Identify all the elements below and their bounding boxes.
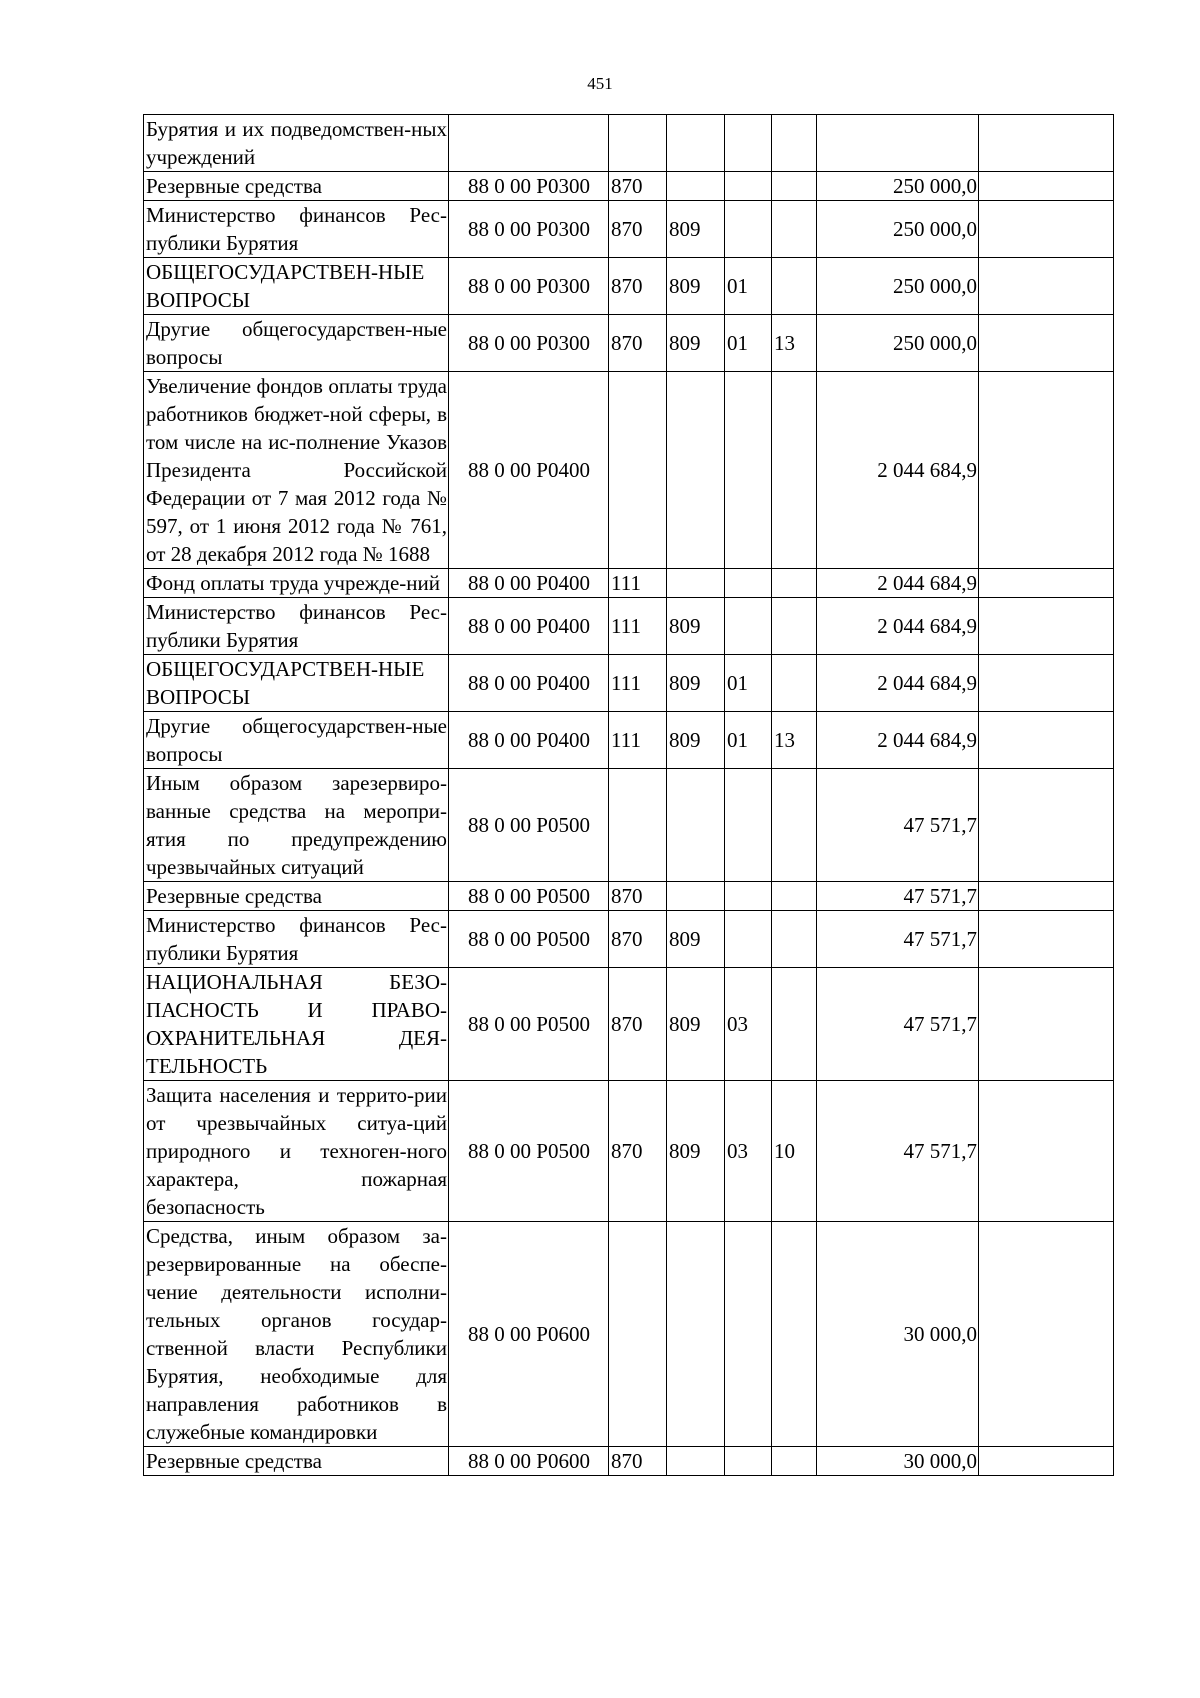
target-article-cell: 88 0 00 Р0300 <box>449 172 609 201</box>
subsection-cell <box>772 769 817 882</box>
section-cell <box>725 1447 772 1476</box>
empty-cell <box>979 655 1114 712</box>
administrator-cell <box>667 882 725 911</box>
target-article-cell: 88 0 00 Р0600 <box>449 1222 609 1447</box>
table-row <box>144 1447 1114 1476</box>
empty-cell <box>979 769 1114 882</box>
empty-cell <box>979 115 1114 172</box>
subsection-cell <box>772 598 817 655</box>
expense-type-cell: 870 <box>609 172 667 201</box>
amount-cell: 2 044 684,9 <box>817 655 979 712</box>
administrator-cell <box>667 172 725 201</box>
table-row <box>144 968 1114 1081</box>
section-cell: 01 <box>725 258 772 315</box>
section-cell <box>725 372 772 569</box>
expense-type-cell: 870 <box>609 201 667 258</box>
target-article-cell: 88 0 00 Р0500 <box>449 911 609 968</box>
section-cell <box>725 115 772 172</box>
subsection-cell <box>772 115 817 172</box>
amount-cell: 2 044 684,9 <box>817 598 979 655</box>
table-row <box>144 598 1114 655</box>
subsection-cell <box>772 1447 817 1476</box>
budget-table <box>143 114 1114 1476</box>
table-row <box>144 1081 1114 1222</box>
subsection-cell <box>772 911 817 968</box>
administrator-cell: 809 <box>667 712 725 769</box>
expense-type-cell: 870 <box>609 968 667 1081</box>
expense-type-cell <box>609 372 667 569</box>
target-article-cell: 88 0 00 Р0400 <box>449 712 609 769</box>
amount-cell: 47 571,7 <box>817 882 979 911</box>
amount-cell: 47 571,7 <box>817 968 979 1081</box>
expense-type-cell: 870 <box>609 911 667 968</box>
administrator-cell <box>667 1447 725 1476</box>
target-article-cell: 88 0 00 Р0500 <box>449 769 609 882</box>
section-cell: 03 <box>725 1081 772 1222</box>
row-name-cell: Министерство финансов Рес-публики Бурятия <box>144 911 449 968</box>
expense-type-cell: 870 <box>609 1081 667 1222</box>
row-name-cell: Резервные средства <box>144 172 449 201</box>
section-cell: 01 <box>725 712 772 769</box>
amount-cell: 47 571,7 <box>817 1081 979 1222</box>
administrator-cell: 809 <box>667 258 725 315</box>
row-name-cell: Резервные средства <box>144 1447 449 1476</box>
expense-type-cell: 111 <box>609 569 667 598</box>
target-article-cell: 88 0 00 Р0400 <box>449 655 609 712</box>
subsection-cell: 13 <box>772 315 817 372</box>
row-name-cell: Защита населения и террито-рии от чрезвычайных ситуа-ций природного и техноген-ного характера, пожарная безопасность <box>144 1081 449 1222</box>
amount-cell: 250 000,0 <box>817 172 979 201</box>
empty-cell <box>979 201 1114 258</box>
table-row <box>144 258 1114 315</box>
subsection-cell <box>772 258 817 315</box>
administrator-cell: 809 <box>667 968 725 1081</box>
row-name-cell: НАЦИОНАЛЬНАЯ БЕЗО-ПАСНОСТЬ И ПРАВО-ОХРАНИТЕЛЬНАЯ ДЕЯ-ТЕЛЬНОСТЬ <box>144 968 449 1081</box>
target-article-cell <box>449 115 609 172</box>
expense-type-cell: 111 <box>609 598 667 655</box>
row-name-cell: Фонд оплаты труда учрежде-ний <box>144 569 449 598</box>
section-cell <box>725 769 772 882</box>
subsection-cell: 13 <box>772 712 817 769</box>
section-cell <box>725 598 772 655</box>
table-row <box>144 712 1114 769</box>
expense-type-cell: 870 <box>609 882 667 911</box>
table-row <box>144 655 1114 712</box>
row-name-cell: Бурятия и их подведомствен-ных учреждений <box>144 115 449 172</box>
section-cell <box>725 201 772 258</box>
table-row <box>144 315 1114 372</box>
empty-cell <box>979 911 1114 968</box>
empty-cell <box>979 315 1114 372</box>
empty-cell <box>979 968 1114 1081</box>
row-name-cell: ОБЩЕГОСУДАРСТВЕН-НЫЕ ВОПРОСЫ <box>144 655 449 712</box>
administrator-cell: 809 <box>667 598 725 655</box>
page-number: 451 <box>587 74 613 93</box>
empty-cell <box>979 712 1114 769</box>
administrator-cell: 809 <box>667 655 725 712</box>
target-article-cell: 88 0 00 Р0300 <box>449 258 609 315</box>
section-cell <box>725 911 772 968</box>
empty-cell <box>979 598 1114 655</box>
row-name-cell: Другие общегосударствен-ные вопросы <box>144 712 449 769</box>
empty-cell <box>979 258 1114 315</box>
target-article-cell: 88 0 00 Р0300 <box>449 201 609 258</box>
amount-cell: 2 044 684,9 <box>817 569 979 598</box>
row-name-cell: Министерство финансов Рес-публики Бурятия <box>144 598 449 655</box>
table-row <box>144 911 1114 968</box>
subsection-cell <box>772 201 817 258</box>
row-name-cell: Другие общегосударствен-ные вопросы <box>144 315 449 372</box>
amount-cell: 2 044 684,9 <box>817 712 979 769</box>
amount-cell: 250 000,0 <box>817 258 979 315</box>
amount-cell: 30 000,0 <box>817 1447 979 1476</box>
expense-type-cell: 111 <box>609 712 667 769</box>
expense-type-cell <box>609 1222 667 1447</box>
target-article-cell: 88 0 00 Р0500 <box>449 1081 609 1222</box>
empty-cell <box>979 882 1114 911</box>
section-cell: 01 <box>725 315 772 372</box>
section-cell: 01 <box>725 655 772 712</box>
table-row <box>144 769 1114 882</box>
target-article-cell: 88 0 00 Р0300 <box>449 315 609 372</box>
row-name-cell: Средства, иным образом за-резервированные на обеспе-чение деятельности исполни-тельных органов государ-ственной власти Республики Бурятия, необходимые для направления работников в служебные командировки <box>144 1222 449 1447</box>
subsection-cell <box>772 655 817 712</box>
administrator-cell <box>667 569 725 598</box>
administrator-cell <box>667 769 725 882</box>
expense-type-cell: 111 <box>609 655 667 712</box>
amount-cell: 2 044 684,9 <box>817 372 979 569</box>
subsection-cell <box>772 172 817 201</box>
subsection-cell: 10 <box>772 1081 817 1222</box>
target-article-cell: 88 0 00 Р0500 <box>449 968 609 1081</box>
target-article-cell: 88 0 00 Р0600 <box>449 1447 609 1476</box>
empty-cell <box>979 172 1114 201</box>
expense-type-cell <box>609 769 667 882</box>
subsection-cell <box>772 372 817 569</box>
section-cell <box>725 1222 772 1447</box>
row-name-cell: Иным образом зарезервиро-ванные средства на меропри-ятия по предупреждению чрезвычайных ситуаций <box>144 769 449 882</box>
amount-cell: 250 000,0 <box>817 315 979 372</box>
amount-cell: 47 571,7 <box>817 769 979 882</box>
administrator-cell: 809 <box>667 315 725 372</box>
row-name-cell: Увеличение фондов оплаты труда работников бюджет-ной сферы, в том числе на ис-полнение Указов Президента Российской Федерации от 7 мая 2012 года № 597, от 1 июня 2012 года № 761, от 28 декабря 2012 года № 1688 <box>144 372 449 569</box>
target-article-cell: 88 0 00 Р0500 <box>449 882 609 911</box>
administrator-cell: 809 <box>667 911 725 968</box>
amount-cell: 47 571,7 <box>817 911 979 968</box>
subsection-cell <box>772 1222 817 1447</box>
section-cell <box>725 172 772 201</box>
row-name-cell: ОБЩЕГОСУДАРСТВЕН-НЫЕ ВОПРОСЫ <box>144 258 449 315</box>
amount-cell <box>817 115 979 172</box>
administrator-cell: 809 <box>667 201 725 258</box>
empty-cell <box>979 1081 1114 1222</box>
empty-cell <box>979 1222 1114 1447</box>
target-article-cell: 88 0 00 Р0400 <box>449 372 609 569</box>
amount-cell: 30 000,0 <box>817 1222 979 1447</box>
table-body <box>144 115 1114 1476</box>
target-article-cell: 88 0 00 Р0400 <box>449 569 609 598</box>
section-cell <box>725 882 772 911</box>
target-article-cell: 88 0 00 Р0400 <box>449 598 609 655</box>
subsection-cell <box>772 968 817 1081</box>
table-row <box>144 1222 1114 1447</box>
table-row <box>144 172 1114 201</box>
administrator-cell: 809 <box>667 1081 725 1222</box>
administrator-cell <box>667 372 725 569</box>
table-row <box>144 882 1114 911</box>
table-row <box>144 201 1114 258</box>
empty-cell <box>979 372 1114 569</box>
expense-type-cell: 870 <box>609 1447 667 1476</box>
expense-type-cell: 870 <box>609 315 667 372</box>
empty-cell <box>979 569 1114 598</box>
amount-cell: 250 000,0 <box>817 201 979 258</box>
row-name-cell: Резервные средства <box>144 882 449 911</box>
table-row <box>144 372 1114 569</box>
empty-cell <box>979 1447 1114 1476</box>
expense-type-cell: 870 <box>609 258 667 315</box>
table-row <box>144 115 1114 172</box>
row-name-cell: Министерство финансов Рес-публики Бурятия <box>144 201 449 258</box>
section-cell: 03 <box>725 968 772 1081</box>
section-cell <box>725 569 772 598</box>
table-row <box>144 569 1114 598</box>
subsection-cell <box>772 569 817 598</box>
expense-type-cell <box>609 115 667 172</box>
administrator-cell <box>667 115 725 172</box>
administrator-cell <box>667 1222 725 1447</box>
subsection-cell <box>772 882 817 911</box>
